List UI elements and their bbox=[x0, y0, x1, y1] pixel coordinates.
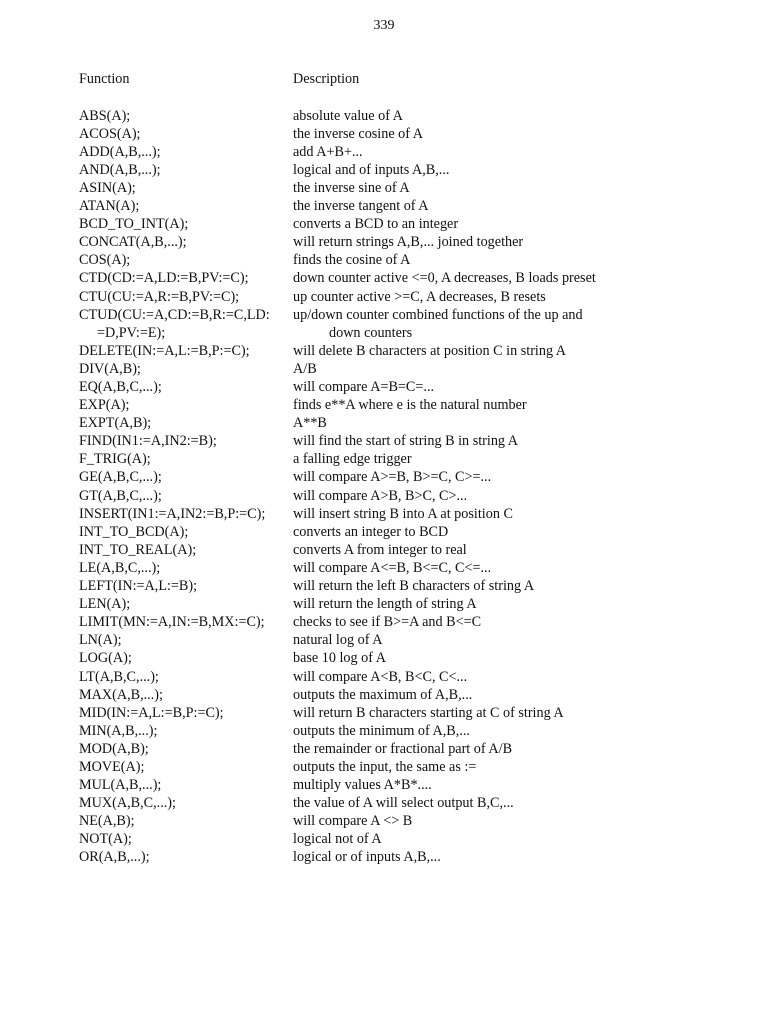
table-row bbox=[79, 722, 719, 740]
description-cell: base 10 log of A bbox=[293, 650, 386, 667]
table-row bbox=[79, 613, 719, 631]
function-cell: GT(A,B,C,...); bbox=[79, 487, 162, 504]
description-cell: will insert string B into A at position C bbox=[293, 505, 513, 522]
function-cell: ASIN(A); bbox=[79, 179, 136, 196]
function-cell: DELETE(IN:=A,L:=B,P:=C); bbox=[79, 342, 250, 359]
table-row bbox=[79, 848, 719, 866]
function-cell: OR(A,B,...); bbox=[79, 849, 150, 866]
function-cell: F_TRIG(A); bbox=[79, 451, 151, 468]
description-cell: converts an integer to BCD bbox=[293, 523, 449, 540]
table-row bbox=[79, 342, 719, 360]
function-cell: LEN(A); bbox=[79, 596, 131, 613]
table-row bbox=[79, 125, 719, 143]
function-cell: MUL(A,B,...); bbox=[79, 777, 162, 794]
function-cell: AND(A,B,...); bbox=[79, 161, 161, 178]
function-cell: LIMIT(MN:=A,IN:=B,MX:=C); bbox=[79, 614, 265, 631]
table-row bbox=[79, 559, 719, 577]
table-row bbox=[79, 143, 719, 161]
function-cell: CTD(CD:=A,LD:=B,PV:=C); bbox=[79, 270, 249, 287]
function-cell: ATAN(A); bbox=[79, 198, 140, 215]
description-cell: natural log of A bbox=[293, 632, 383, 649]
description-cell: the inverse sine of A bbox=[293, 179, 410, 196]
function-cell: MAX(A,B,...); bbox=[79, 686, 163, 703]
table-row bbox=[79, 776, 719, 794]
description-cell: will compare A=B=C=... bbox=[293, 379, 435, 395]
table-row bbox=[79, 107, 719, 125]
function-cell: MOD(A,B); bbox=[79, 740, 149, 757]
function-cell: INT_TO_BCD(A); bbox=[79, 523, 189, 540]
description-cell: will return the length of string A bbox=[293, 596, 477, 613]
table-row bbox=[79, 450, 719, 468]
table-row bbox=[79, 541, 719, 559]
description-cell: outputs the maximum of A,B,... bbox=[293, 686, 473, 703]
table-row bbox=[79, 595, 719, 613]
description-cell: will return B characters starting at C of string A bbox=[293, 704, 564, 721]
page-number: 339 bbox=[373, 18, 395, 33]
table-row bbox=[79, 251, 719, 269]
description-cell: up/down counter combined functions of the up and bbox=[293, 306, 583, 323]
function-cell: CONCAT(A,B,...); bbox=[79, 234, 187, 251]
function-cell: EXPT(A,B); bbox=[79, 415, 152, 432]
description-cell: will delete B characters at position C in string A bbox=[293, 342, 567, 359]
function-cell: ACOS(A); bbox=[79, 125, 141, 142]
table-row bbox=[79, 179, 719, 197]
table-header bbox=[79, 70, 719, 88]
table-row bbox=[79, 378, 719, 396]
table-row bbox=[79, 396, 719, 414]
description-cell: logical and of inputs A,B,... bbox=[293, 161, 450, 178]
table-row bbox=[79, 432, 719, 450]
function-cell: ABS(A); bbox=[79, 107, 131, 124]
function-cell: INT_TO_REAL(A); bbox=[79, 541, 197, 558]
description-cell: the value of A will select output B,C,... bbox=[293, 795, 514, 812]
description-cell: down counter active <=0, A decreases, B loads preset bbox=[293, 270, 596, 287]
function-cell: LE(A,B,C,...); bbox=[79, 559, 161, 576]
table-row bbox=[79, 577, 719, 595]
function-cell: MID(IN:=A,L:=B,P:=C); bbox=[79, 704, 224, 721]
function-cell: GE(A,B,C,...); bbox=[79, 469, 162, 486]
table-row bbox=[79, 306, 719, 324]
function-cell: CTUD(CU:=A,CD:=B,R:=C,LD: bbox=[79, 306, 270, 323]
table-row bbox=[79, 269, 719, 287]
description-cell: will compare A<=B, B<=C, C<=... bbox=[293, 559, 492, 576]
table-row bbox=[79, 686, 719, 704]
description-cell: finds e**A where e is the natural number bbox=[293, 397, 527, 414]
function-cell: DIV(A,B); bbox=[79, 360, 141, 377]
function-cell: COS(A); bbox=[79, 252, 131, 269]
function-cell: BCD_TO_INT(A); bbox=[79, 216, 189, 233]
description-cell: checks to see if B>=A and B<=C bbox=[293, 614, 482, 631]
function-cell: LN(A); bbox=[79, 632, 122, 649]
description-cell: add A+B+... bbox=[293, 143, 363, 160]
description-cell: will compare A>B, B>C, C>... bbox=[293, 487, 468, 504]
table-row bbox=[79, 505, 719, 523]
description-cell: will compare A <> B bbox=[293, 813, 413, 830]
table-row bbox=[79, 704, 719, 722]
function-cell: CTU(CU:=A,R:=B,PV:=C); bbox=[79, 288, 240, 305]
description-cell: absolute value of A bbox=[293, 107, 403, 124]
description-cell: up counter active >=C, A decreases, B resets bbox=[293, 288, 546, 305]
description-cell: multiply values A*B*.... bbox=[293, 777, 432, 794]
description-cell: the inverse tangent of A bbox=[293, 198, 429, 215]
function-cell: EQ(A,B,C,...); bbox=[79, 379, 162, 395]
table-row bbox=[79, 468, 719, 486]
table-row bbox=[79, 414, 719, 432]
description-cell: will compare A<B, B<C, C<... bbox=[293, 668, 468, 685]
description-cell: the inverse cosine of A bbox=[293, 125, 424, 142]
description-cell: converts a BCD to an integer bbox=[293, 216, 459, 233]
function-cell: MOVE(A); bbox=[79, 758, 145, 775]
function-cell: LT(A,B,C,...); bbox=[79, 668, 159, 685]
function-cell: =D,PV:=E); bbox=[97, 324, 166, 341]
table-row bbox=[79, 649, 719, 667]
function-cell: NE(A,B); bbox=[79, 813, 135, 830]
table-row bbox=[79, 740, 719, 758]
function-cell: EXP(A); bbox=[79, 397, 130, 414]
table-row bbox=[79, 233, 719, 251]
table-row bbox=[79, 215, 719, 233]
table-row bbox=[79, 523, 719, 541]
function-table bbox=[79, 70, 719, 867]
table-row bbox=[79, 794, 719, 812]
description-cell: finds the cosine of A bbox=[293, 252, 411, 269]
description-cell: A/B bbox=[293, 360, 317, 377]
function-cell: MUX(A,B,C,...); bbox=[79, 795, 176, 812]
description-cell: logical not of A bbox=[293, 831, 382, 848]
table-row bbox=[79, 487, 719, 505]
table-row bbox=[79, 668, 719, 686]
function-cell: FIND(IN1:=A,IN2:=B); bbox=[79, 433, 217, 450]
description-cell: a falling edge trigger bbox=[293, 451, 412, 468]
description-cell: A**B bbox=[293, 415, 327, 432]
description-cell: will compare A>=B, B>=C, C>=... bbox=[293, 469, 492, 486]
function-cell: ADD(A,B,...); bbox=[79, 143, 161, 160]
description-cell: will find the start of string B in string A bbox=[293, 433, 519, 450]
table-row bbox=[79, 324, 719, 342]
table-row bbox=[79, 161, 719, 179]
function-cell: LOG(A); bbox=[79, 650, 132, 667]
table-row bbox=[79, 830, 719, 848]
description-cell: the remainder or fractional part of A/B bbox=[293, 740, 513, 757]
description-cell: will return the left B characters of string A bbox=[293, 578, 535, 595]
table-row bbox=[79, 288, 719, 306]
description-cell: outputs the input, the same as := bbox=[293, 758, 477, 775]
description-column-header: Description bbox=[293, 71, 360, 87]
description-cell: logical or of inputs A,B,... bbox=[293, 849, 441, 866]
description-cell: will return strings A,B,... joined together bbox=[293, 234, 524, 251]
description-cell: converts A from integer to real bbox=[293, 541, 467, 558]
table-row bbox=[79, 812, 719, 830]
description-cell: outputs the minimum of A,B,... bbox=[293, 722, 470, 739]
function-column-header: Function bbox=[79, 71, 130, 87]
function-cell: MIN(A,B,...); bbox=[79, 722, 158, 739]
function-cell: INSERT(IN1:=A,IN2:=B,P:=C); bbox=[79, 505, 266, 522]
function-cell: NOT(A); bbox=[79, 831, 132, 848]
table-row bbox=[79, 631, 719, 649]
table-row bbox=[79, 197, 719, 215]
description-cell: down counters bbox=[329, 324, 413, 341]
table-row bbox=[79, 360, 719, 378]
table-body bbox=[79, 107, 719, 867]
function-cell: LEFT(IN:=A,L:=B); bbox=[79, 578, 198, 595]
table-row bbox=[79, 758, 719, 776]
